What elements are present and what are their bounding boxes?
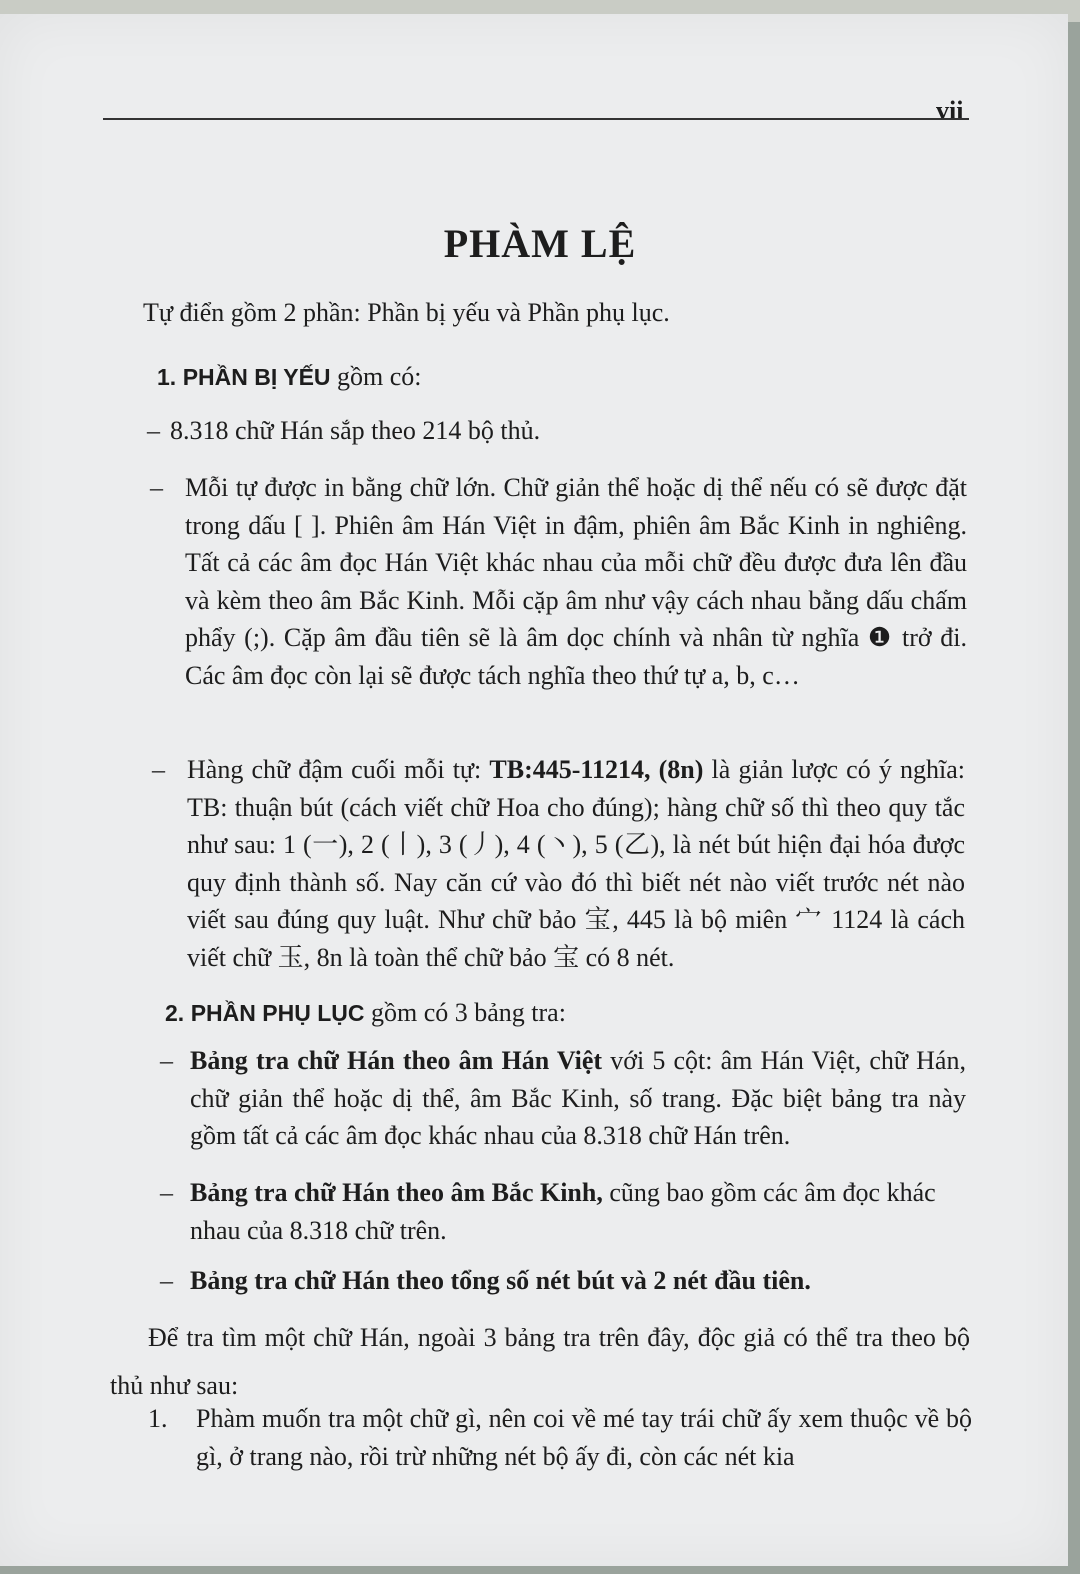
section-1-number: 1.	[157, 364, 177, 390]
section-1-heading	[157, 358, 977, 396]
item-3-rest: là giản lược có ý nghĩa: TB: thuận bút (cách viết chữ Hoa cho đúng); hàng chữ số thì theo quy tắc như sau: 1 (一), 2 (丨), 3 (丿), 4 (丶), 5 (乙), là nét bút hiện đại hóa được quy định thành số. Nay căn cứ vào đó thì biết nét nào viết trước nét nào viết sau đúng quy luật. Như chữ bảo 宝, 445 là bộ miên 宀 1124 là cách viết chữ 玉, 8n là toàn thể chữ bảo 宝 có 8 nét.	[187, 755, 965, 972]
section-2-heading	[165, 994, 985, 1032]
dash-marker: –	[160, 1046, 173, 1075]
section-2-title: PHẦN PHỤ LỤC	[190, 1000, 365, 1026]
item-3-code: TB:445-11214, (8n)	[489, 755, 704, 784]
lookup-table-3-title: Bảng tra chữ Hán theo tổng số nét bút và 2 nét đầu tiên.	[190, 1266, 811, 1295]
page-number: vii	[936, 96, 964, 125]
section-2-number: 2.	[165, 1000, 185, 1026]
section-2-item-2	[190, 1174, 966, 1249]
section-2-item-3	[190, 1262, 966, 1300]
section-1-tail: gồm có:	[330, 362, 422, 391]
section-2-tail: gồm có 3 bảng tra:	[364, 998, 566, 1027]
section-2-item-1	[190, 1042, 966, 1155]
item-3-lead: Hàng chữ đậm cuối mỗi tự:	[187, 755, 490, 784]
dash-marker: –	[152, 755, 165, 784]
section-1-item-2: Mỗi tự được in bằng chữ lớn. Chữ giản thể hoặc dị thể nếu có sẽ được đặt trong dấu [ ]. Phiên âm Hán Việt in đậm, phiên âm Bắc Kinh in nghiêng. Tất cả các âm đọc Hán Việt khác nhau của mỗi chữ đều được đưa lên đầu và kèm theo âm Bắc Kinh. Mỗi cặp âm như vậy cách nhau bằng dấu chấm phẩy (;). Cặp âm đầu tiên sẽ là âm dọc chính và nhân từ nghĩa ❶ trở đi. Các âm đọc còn lại sẽ được tách nghĩa theo thứ tự a, b, c…	[185, 473, 967, 690]
header-rule	[103, 118, 969, 120]
section-1-title: PHẦN BỊ YẾU	[182, 364, 331, 390]
lookup-table-1-title: Bảng tra chữ Hán theo âm Hán Việt	[190, 1046, 603, 1075]
numbered-marker: 1.	[148, 1404, 168, 1433]
book-page	[0, 14, 1068, 1566]
dash-marker: –	[160, 1266, 173, 1295]
section-1-item-1: 8.318 chữ Hán sắp theo 214 bộ thủ.	[170, 416, 541, 445]
section-1-item-3	[187, 751, 965, 976]
lookup-table-1-desc: với 5 cột: âm Hán Việt, chữ Hán, chữ giản thể hoặc dị thể, âm Bắc Kinh, số trang. Đặc biệt bảng tra này gồm tất cả các âm đọc khác nhau của 8.318 chữ Hán trên.	[190, 1046, 966, 1150]
numbered-item-1: Phàm muốn tra một chữ gì, nên coi về mé tay trái chữ ấy xem thuộc về bộ gì, ở trang nào, rồi trừ những nét bộ ấy đi, còn các nét kia	[196, 1404, 972, 1471]
dash-marker: –	[147, 416, 160, 445]
outro-paragraph: Để tra tìm một chữ Hán, ngoài 3 bảng tra trên đây, độc giả có thể tra theo bộ thủ như sau:	[110, 1323, 970, 1400]
dash-marker: –	[150, 473, 163, 502]
lookup-table-2-desc: cũng bao gồm các âm đọc khác nhau của 8.318 chữ trên.	[190, 1178, 936, 1245]
lookup-table-2-title: Bảng tra chữ Hán theo âm Bắc Kinh,	[190, 1178, 603, 1207]
dash-marker: –	[160, 1178, 173, 1207]
page-title: PHÀM LỆ	[443, 221, 637, 266]
intro-paragraph: Tự điển gồm 2 phần: Phần bị yếu và Phần phụ lục.	[143, 298, 670, 327]
